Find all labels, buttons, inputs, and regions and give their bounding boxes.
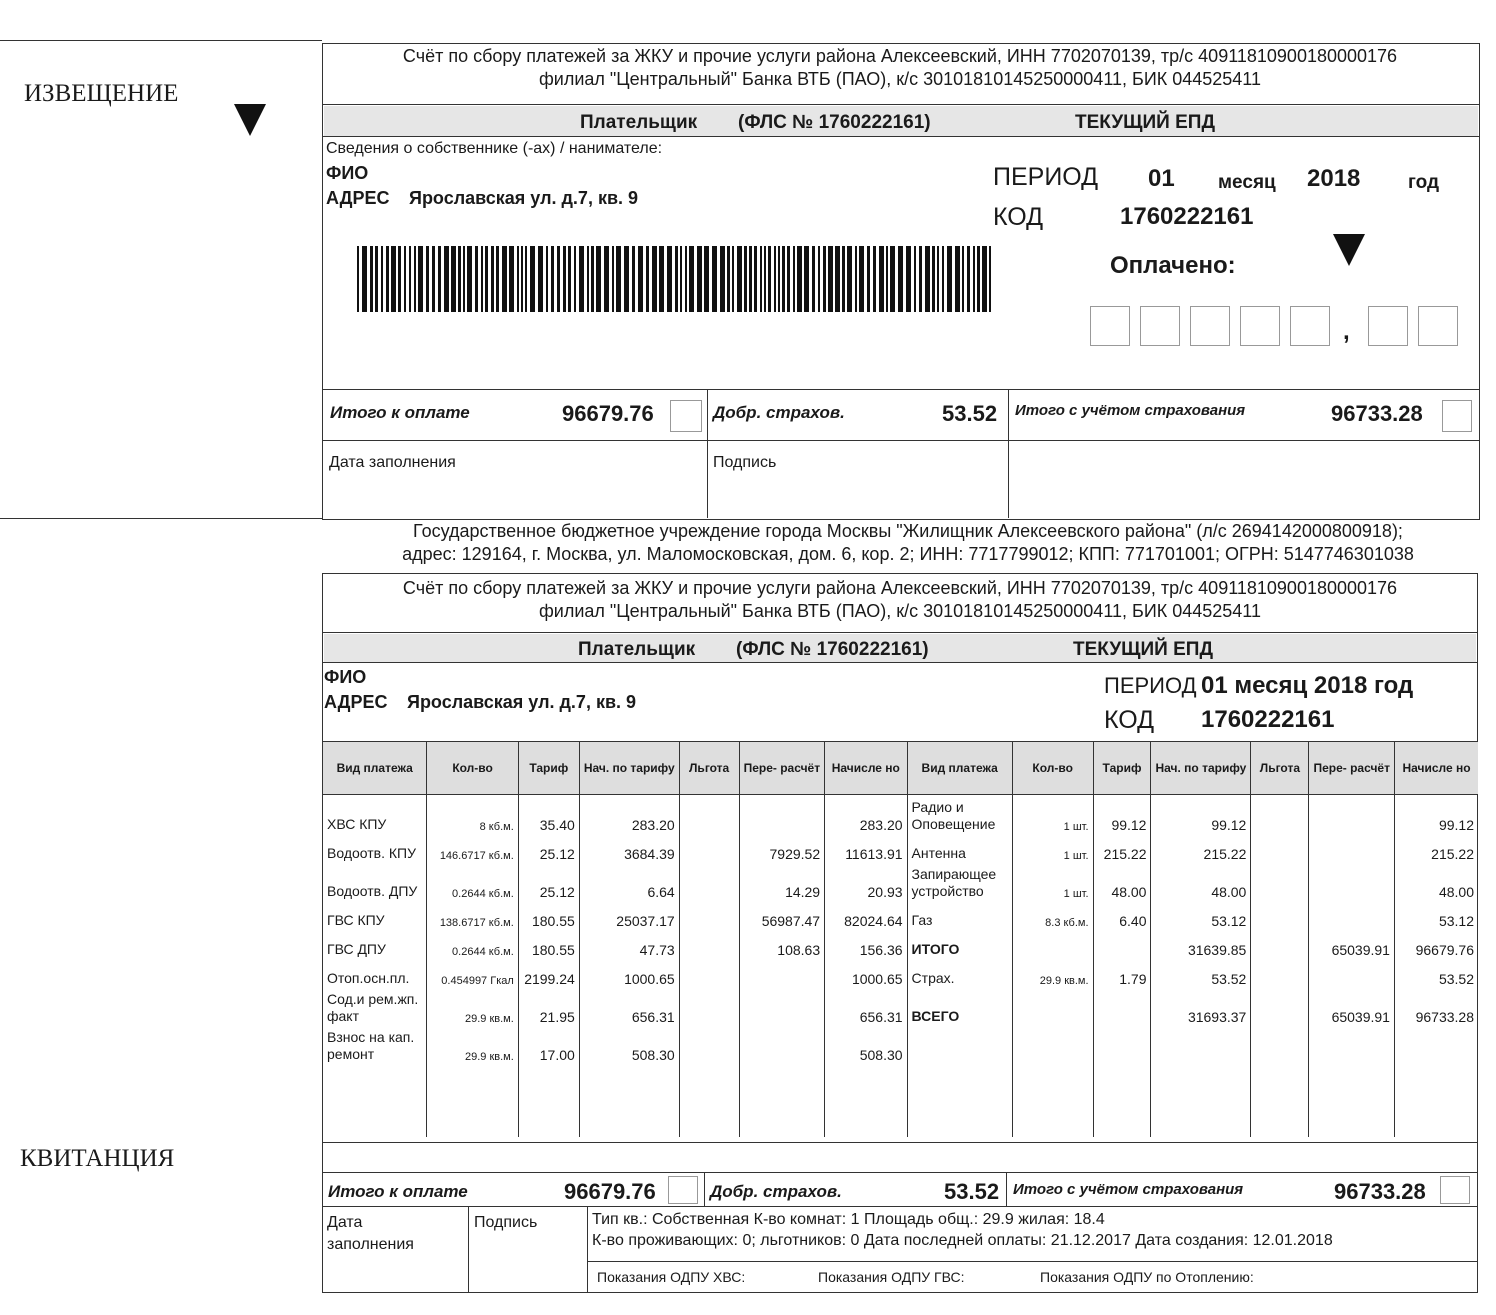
table-row [323, 929, 1479, 958]
table-cell: 11613.91 [825, 833, 907, 862]
table-cell [679, 833, 739, 862]
notice-address-label: АДРЕС [326, 188, 390, 208]
receipt-sign-label: Подпись [474, 1214, 538, 1231]
table-cell: 48.00 [1151, 862, 1251, 900]
table-cell [679, 862, 739, 900]
column-header: Начисле но [1394, 742, 1478, 795]
table-cell: 283.20 [825, 795, 907, 833]
table-cell: ИТОГО [907, 929, 1012, 958]
receipt-code-label: КОД [1104, 706, 1155, 734]
notice-period-month: 01 [1148, 165, 1175, 192]
receipt-epd: ТЕКУЩИЙ ЕПД [1073, 639, 1213, 660]
table-cell: 25037.17 [579, 900, 679, 929]
table-cell: 99.12 [1093, 795, 1151, 833]
notice-total-ins-label: Итого с учётом страхования [1015, 402, 1246, 419]
notice-owner-info: Сведения о собственнике (-ах) / нанимателе: [326, 140, 663, 157]
table-cell [739, 1025, 825, 1063]
table-cell [1012, 929, 1093, 958]
paid-digit-box[interactable] [1290, 306, 1330, 346]
table-cell [1012, 1025, 1093, 1063]
table-spacer-row [323, 1063, 1479, 1137]
table-cell [679, 987, 739, 1025]
table-cell: 1 шт. [1012, 862, 1093, 900]
notice-date-label: Дата заполнения [329, 454, 456, 471]
receipt-date-label-line2: заполнения [327, 1236, 414, 1253]
table-cell [679, 795, 739, 833]
notice-total: 96679.76 [562, 401, 654, 426]
table-cell: 215.22 [1151, 833, 1251, 862]
table-cell: Страх. [907, 958, 1012, 987]
down-triangle-icon [234, 104, 266, 136]
table-cell: 180.55 [518, 929, 579, 958]
table-row [323, 900, 1479, 929]
total-ins-checkbox[interactable] [1440, 1176, 1470, 1204]
table-cell: 6.64 [579, 862, 679, 900]
column-header: Тариф [1093, 742, 1151, 795]
column-header: Начисле но [825, 742, 907, 795]
table-cell: 48.00 [1093, 862, 1151, 900]
table-cell: 1000.65 [579, 958, 679, 987]
table-cell [739, 958, 825, 987]
table-cell: 1000.65 [825, 958, 907, 987]
table-cell [1309, 833, 1395, 862]
odpu-gvs-label: Показания ОДПУ ГВС: [818, 1269, 965, 1285]
table-cell [1394, 1025, 1478, 1063]
table-cell: ГВС КПУ [323, 900, 427, 929]
paid-digit-box[interactable] [1140, 306, 1180, 346]
table-cell: 8.3 кб.м. [1012, 900, 1093, 929]
column-header: Пере- расчёт [1309, 742, 1395, 795]
table-cell: 53.52 [1151, 958, 1251, 987]
table-cell: 146.6717 кб.м. [427, 833, 518, 862]
total-checkbox[interactable] [670, 400, 702, 432]
receipt-info-line1: Тип кв.: Собственная К-во комнат: 1 Площадь общ.: 29.9 жилая: 18.4 [592, 1211, 1105, 1228]
table-cell: 53.52 [1394, 958, 1478, 987]
table-cell: 53.12 [1394, 900, 1478, 929]
odpu-heat-label: Показания ОДПУ по Отоплению: [1040, 1269, 1254, 1285]
table-cell: 29.9 кв.м. [427, 987, 518, 1025]
column-header: Льгота [679, 742, 739, 795]
table-cell [1251, 862, 1309, 900]
receipt-side-label: КВИТАНЦИЯ [20, 1145, 175, 1172]
table-cell [679, 929, 739, 958]
table-cell [1251, 833, 1309, 862]
notice-fls: (ФЛС № 1760222161) [738, 112, 931, 133]
paid-comma: , [1343, 318, 1350, 345]
notice-total-ins: 96733.28 [1331, 401, 1423, 426]
table-cell [1251, 795, 1309, 833]
receipt-fio-label: ФИО [324, 667, 367, 687]
paid-digit-box[interactable] [1240, 306, 1280, 346]
table-cell: 99.12 [1394, 795, 1478, 833]
table-cell: 0.454997 Гкал [427, 958, 518, 987]
table-cell: 17.00 [518, 1025, 579, 1063]
table-row [323, 987, 1479, 1025]
table-cell: 65039.91 [1309, 929, 1395, 958]
table-row [323, 862, 1479, 900]
paid-kopeck-box[interactable] [1368, 306, 1408, 346]
notice-address: Ярославская ул. д.7, кв. 9 [409, 188, 639, 208]
column-header: Кол-во [1012, 742, 1093, 795]
table-cell: 0.2644 кб.м. [427, 862, 518, 900]
table-cell: 180.55 [518, 900, 579, 929]
table-cell: 3684.39 [579, 833, 679, 862]
notice-insurance-label: Добр. страхов. [713, 403, 845, 422]
column-header: Тариф [518, 742, 579, 795]
table-cell: 6.40 [1093, 900, 1151, 929]
table-cell: 31639.85 [1151, 929, 1251, 958]
receipt-period-label: ПЕРИОД [1104, 673, 1197, 698]
notice-period-label: ПЕРИОД [993, 163, 1099, 191]
notice-payer-label: Плательщик [580, 112, 698, 133]
column-header: Вид платежа [323, 742, 427, 795]
table-cell: 20.93 [825, 862, 907, 900]
table-cell [1251, 900, 1309, 929]
table-cell [679, 900, 739, 929]
table-cell: 656.31 [579, 987, 679, 1025]
table-cell: 96679.76 [1394, 929, 1478, 958]
table-cell: 47.73 [579, 929, 679, 958]
notice-account-line1: Счёт по сбору платежей за ЖКУ и прочие услуги района Алексеевский, ИНН 7702070139, тр/с 40911810900180000176 [402, 46, 1398, 66]
table-cell [1093, 987, 1151, 1025]
charges-table [322, 741, 1478, 1137]
notice-month-word: месяц [1218, 172, 1276, 193]
table-cell: 283.20 [579, 795, 679, 833]
table-cell: 508.30 [579, 1025, 679, 1063]
column-header: Пере- расчёт [739, 742, 825, 795]
table-cell [739, 987, 825, 1025]
table-cell: 25.12 [518, 833, 579, 862]
table-cell: Запирающее устройство [907, 862, 1012, 900]
table-cell [679, 958, 739, 987]
table-cell: 65039.91 [1309, 987, 1395, 1025]
column-header: Льгота [1251, 742, 1309, 795]
odpu-hvs-label: Показания ОДПУ ХВС: [597, 1269, 746, 1285]
paid-digit-box[interactable] [1190, 306, 1230, 346]
table-cell: Газ [907, 900, 1012, 929]
receipt-info-line2: К-во проживающих: 0; льготников: 0 Дата последней оплаты: 21.12.2017 Дата создания: 12.01.2018 [592, 1232, 1333, 1249]
table-cell: 108.63 [739, 929, 825, 958]
table-cell: Водоотв. КПУ [323, 833, 427, 862]
table-cell: Радио и Оповещение [907, 795, 1012, 833]
notice-epd: ТЕКУЩИЙ ЕПД [1075, 112, 1215, 133]
receipt-insurance-label: Добр. страхов. [710, 1182, 842, 1201]
table-cell: 508.30 [825, 1025, 907, 1063]
notice-period-year: 2018 [1307, 165, 1361, 192]
receipt-date-label-line1: Дата [327, 1214, 363, 1231]
table-row [323, 795, 1479, 833]
table-cell: 2199.24 [518, 958, 579, 987]
paid-kopeck-box[interactable] [1418, 306, 1458, 346]
barcode-icon [357, 246, 997, 312]
table-cell [739, 795, 825, 833]
table-cell: Отоп.осн.пл. [323, 958, 427, 987]
receipt-total-ins: 96733.28 [1334, 1179, 1426, 1204]
receipt-fls: (ФЛС № 1760222161) [736, 639, 929, 660]
table-cell [1093, 1025, 1151, 1063]
column-header: Кол-во [427, 742, 518, 795]
table-cell [1251, 958, 1309, 987]
receipt-address-label: АДРЕС [324, 692, 388, 712]
table-cell [679, 1025, 739, 1063]
table-cell: 7929.52 [739, 833, 825, 862]
receipt-total-ins-label: Итого с учётом страхования [1013, 1181, 1244, 1198]
table-cell [1012, 987, 1093, 1025]
table-cell [1251, 929, 1309, 958]
receipt-payer-label: Плательщик [578, 639, 696, 660]
table-cell: 53.12 [1151, 900, 1251, 929]
notice-insurance: 53.52 [942, 401, 998, 426]
table-cell [1093, 929, 1151, 958]
table-cell: 656.31 [825, 987, 907, 1025]
receipt-insurance: 53.52 [944, 1179, 1000, 1204]
table-row [323, 833, 1479, 862]
table-cell: ВСЕГО [907, 987, 1012, 1025]
table-cell: 1 шт. [1012, 833, 1093, 862]
table-cell: 82024.64 [825, 900, 907, 929]
notice-fio-label: ФИО [326, 163, 369, 183]
table-cell: 215.22 [1394, 833, 1478, 862]
table-cell: 14.29 [739, 862, 825, 900]
table-cell: 99.12 [1151, 795, 1251, 833]
table-cell: Взнос на кап. ремонт [323, 1025, 427, 1063]
table-cell: 156.36 [825, 929, 907, 958]
notice-sign-label: Подпись [713, 454, 777, 471]
receipt-total-label: Итого к оплате [328, 1182, 468, 1201]
table-cell [1251, 987, 1309, 1025]
down-triangle-icon [1333, 234, 1365, 266]
table-cell: 0.2644 кб.м. [427, 929, 518, 958]
table-cell: 25.12 [518, 862, 579, 900]
receipt-code: 1760222161 [1201, 706, 1335, 733]
table-cell [1309, 900, 1395, 929]
table-cell: 138.6717 кб.м. [427, 900, 518, 929]
table-cell: 35.40 [518, 795, 579, 833]
table-cell: 215.22 [1093, 833, 1151, 862]
table-cell: 31693.37 [1151, 987, 1251, 1025]
notice-code-label: КОД [993, 203, 1044, 231]
table-cell [1309, 795, 1395, 833]
table-cell: 8 кб.м. [427, 795, 518, 833]
table-row [323, 1025, 1479, 1063]
table-cell: ХВС КПУ [323, 795, 427, 833]
receipt-org-line2: адрес: 129164, г. Москва, ул. Маломосковская, дом. 6, кор. 2; ИНН: 7717799012; КПП: 771701001; ОГРН: 5147746301038 [402, 544, 1414, 564]
receipt-account-line1: Счёт по сбору платежей за ЖКУ и прочие услуги района Алексеевский, ИНН 7702070139, тр/с 40911810900180000176 [402, 578, 1398, 598]
notice-account-line2: филиал "Центральный" Банка ВТБ (ПАО), к/с 30101810145250000411, БИК 044525411 [538, 69, 1261, 89]
receipt-period-value: 01 месяц 2018 год [1201, 672, 1414, 699]
paid-digit-box[interactable] [1090, 306, 1130, 346]
column-header: Вид платежа [907, 742, 1012, 795]
table-row [323, 958, 1479, 987]
notice-side-label: ИЗВЕЩЕНИЕ [24, 80, 179, 107]
table-cell [1309, 862, 1395, 900]
table-cell: 96733.28 [1394, 987, 1478, 1025]
notice-code: 1760222161 [1120, 203, 1254, 230]
table-cell: 21.95 [518, 987, 579, 1025]
notice-total-label: Итого к оплате [330, 403, 470, 422]
table-cell: Водоотв. ДПУ [323, 862, 427, 900]
column-header: Нач. по тарифу [579, 742, 679, 795]
table-cell: Антенна [907, 833, 1012, 862]
receipt-address: Ярославская ул. д.7, кв. 9 [407, 692, 637, 712]
table-cell: Сод.и рем.жп. факт [323, 987, 427, 1025]
notice-year-word: год [1408, 172, 1440, 193]
table-cell [1251, 1025, 1309, 1063]
table-cell [1309, 958, 1395, 987]
notice-paid-label: Оплачено: [1110, 252, 1236, 279]
table-cell: 29.9 кв.м. [427, 1025, 518, 1063]
table-cell: 1.79 [1093, 958, 1151, 987]
table-cell: 29.9 кв.м. [1012, 958, 1093, 987]
table-cell [1151, 1025, 1251, 1063]
table-cell [907, 1025, 1012, 1063]
table-cell: 1 шт. [1012, 795, 1093, 833]
total-ins-checkbox[interactable] [1442, 400, 1472, 432]
table-cell [1309, 1025, 1395, 1063]
receipt-org-line1: Государственное бюджетное учреждение города Москвы "Жилищник Алексеевского района" (л/с 2694142000800918); [413, 521, 1403, 541]
table-cell: ГВС ДПУ [323, 929, 427, 958]
table-cell: 56987.47 [739, 900, 825, 929]
receipt-total: 96679.76 [564, 1179, 656, 1204]
receipt-account-line2: филиал "Центральный" Банка ВТБ (ПАО), к/с 30101810145250000411, БИК 044525411 [538, 601, 1261, 621]
total-checkbox[interactable] [668, 1176, 698, 1204]
column-header: Нач. по тарифу [1151, 742, 1251, 795]
table-cell: 48.00 [1394, 862, 1478, 900]
